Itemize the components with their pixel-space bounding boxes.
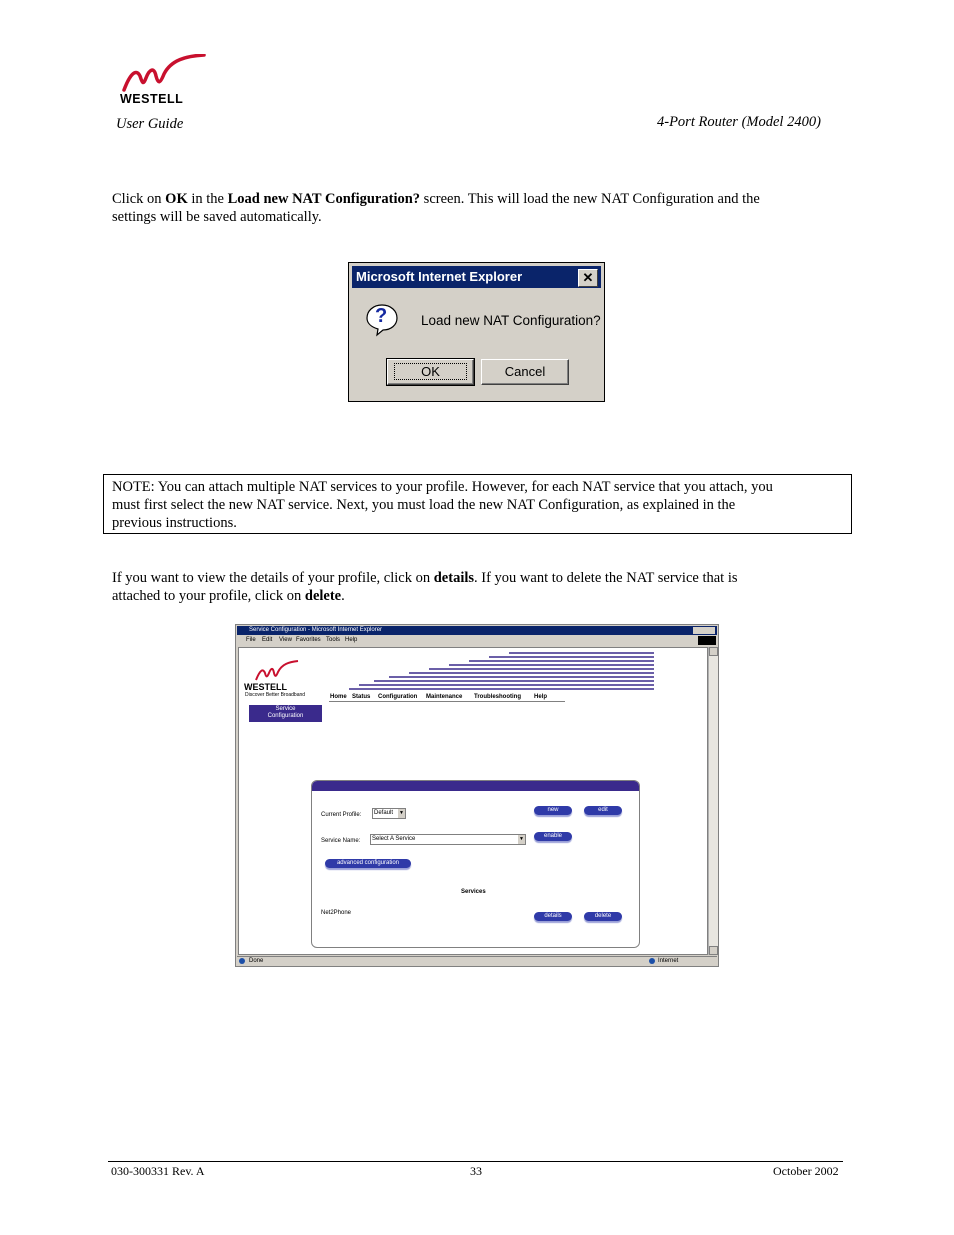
- services-heading: Services: [461, 889, 486, 895]
- router-tagline: Discover Better Broadband: [245, 692, 306, 698]
- enable-button[interactable]: enable: [534, 832, 572, 841]
- scroll-down-icon[interactable]: [709, 946, 718, 955]
- side-label-2: Configuration: [267, 713, 304, 719]
- status-left: Done: [249, 958, 264, 964]
- nav-status[interactable]: Status: [352, 694, 371, 700]
- menu-edit[interactable]: Edit: [262, 637, 273, 643]
- current-profile-select[interactable]: [372, 808, 406, 819]
- page-number: 33: [470, 1164, 482, 1178]
- service-item: Net2Phone: [321, 910, 352, 916]
- dialog-title: Microsoft Internet Explorer: [356, 269, 523, 284]
- scroll-up-icon[interactable]: [709, 647, 718, 656]
- new-button[interactable]: new: [534, 806, 572, 815]
- p2-text-1: If you want to view the details of your profile, click on: [112, 570, 434, 586]
- dialog-message: Load new NAT Configuration?: [421, 313, 601, 328]
- advanced-configuration-button[interactable]: advanced configuration: [325, 859, 411, 868]
- dialog-titlebar: [352, 266, 601, 288]
- p1-ok: OK: [165, 191, 188, 207]
- footer-right: October 2002: [773, 1164, 839, 1178]
- header-left: User Guide: [116, 116, 184, 132]
- westell-logo: [116, 54, 206, 106]
- menu-favorites[interactable]: Favorites: [296, 637, 321, 643]
- cancel-button[interactable]: Cancel: [481, 359, 569, 385]
- service-name-value: Select A Service: [372, 836, 416, 842]
- question-icon: [365, 303, 399, 337]
- router-brand: WESTELL: [244, 682, 287, 692]
- ie-page-icon: [239, 958, 245, 964]
- p2-details: details: [433, 570, 475, 586]
- browser-content: [238, 647, 708, 955]
- ok-button[interactable]: [387, 359, 474, 385]
- question-glyph: ?: [375, 305, 388, 327]
- browser-title: Service Configuration - Microsoft Internet Explorer: [249, 627, 383, 633]
- delete-button[interactable]: delete: [584, 912, 622, 921]
- browser-menubar: [244, 636, 684, 645]
- menu-view[interactable]: View: [279, 637, 292, 643]
- paragraph-load-nat: [112, 190, 852, 226]
- ie-confirm-dialog: [348, 262, 605, 402]
- p2-text-2: . If you want to delete the NAT service that is: [474, 570, 738, 586]
- current-profile-value: Default: [374, 810, 394, 816]
- p1-text-1: Click on: [112, 191, 166, 207]
- footer-left: 030-300331 Rev. A: [111, 1164, 205, 1178]
- vertical-scrollbar[interactable]: [708, 647, 718, 955]
- footer-rule: [108, 1161, 843, 1162]
- note-line-2: must first select the new NAT service. Next, you must load the new NAT Configuration, as explained in the: [112, 497, 736, 513]
- p1-text-2: in the: [187, 191, 228, 207]
- p2-delete: delete: [304, 588, 342, 604]
- p2-text-3: attached to your profile, click on: [112, 588, 305, 604]
- westell-swoosh-icon: [116, 54, 206, 94]
- nav-troubleshooting[interactable]: Troubleshooting: [474, 694, 521, 700]
- windows-logo-icon: [698, 636, 716, 645]
- close-icon[interactable]: ✕: [578, 269, 598, 287]
- p1-line-2: settings will be saved automatically.: [112, 209, 322, 225]
- nav-configuration[interactable]: Configuration: [378, 694, 418, 700]
- chevron-down-icon: ▼: [399, 810, 404, 816]
- nav-home[interactable]: Home: [330, 694, 347, 700]
- westell-small-swoosh-icon: [253, 660, 299, 682]
- menu-help[interactable]: Help: [345, 637, 358, 643]
- chevron-down-icon: ▼: [519, 836, 524, 842]
- browser-statusbar: [237, 956, 717, 966]
- menu-tools[interactable]: Tools: [326, 637, 341, 643]
- p1-screen-name: Load new NAT Configuration?: [227, 191, 421, 207]
- service-name-select[interactable]: [370, 834, 526, 845]
- edit-button[interactable]: edit: [584, 806, 622, 815]
- service-config-panel: [311, 780, 640, 948]
- panel-header: [312, 781, 639, 791]
- details-button[interactable]: details: [534, 912, 572, 921]
- menu-file[interactable]: File: [246, 637, 256, 643]
- service-name-label: Service Name:: [321, 838, 361, 844]
- sidebar-service-configuration[interactable]: [249, 705, 322, 722]
- window-controls-icon[interactable]: [693, 627, 715, 634]
- browser-window: [235, 624, 719, 967]
- banner-stripes: [349, 650, 654, 694]
- nav-maintenance[interactable]: Maintenance: [426, 694, 463, 700]
- ok-button-label: OK: [394, 363, 467, 380]
- current-profile-label: Current Profile:: [321, 812, 362, 818]
- note-line-1: NOTE: You can attach multiple NAT services to your profile. However, for each NAT service that you attach, you: [112, 479, 773, 495]
- browser-titlebar: [237, 626, 717, 635]
- note-line-3: previous instructions.: [112, 515, 237, 531]
- nav-help[interactable]: Help: [534, 694, 548, 700]
- p1-text-3: screen. This will load the new NAT Configuration and the: [420, 191, 760, 207]
- p2-text-4: .: [341, 588, 345, 604]
- router-nav: [329, 693, 565, 702]
- logo-wordmark: WESTELL: [120, 92, 184, 106]
- paragraph-details: [112, 569, 852, 605]
- side-label-1: Service: [275, 706, 296, 712]
- globe-icon: [649, 958, 655, 964]
- status-right: Internet: [658, 958, 679, 964]
- note-box: [103, 474, 852, 534]
- header-right: 4-Port Router (Model 2400): [657, 114, 821, 130]
